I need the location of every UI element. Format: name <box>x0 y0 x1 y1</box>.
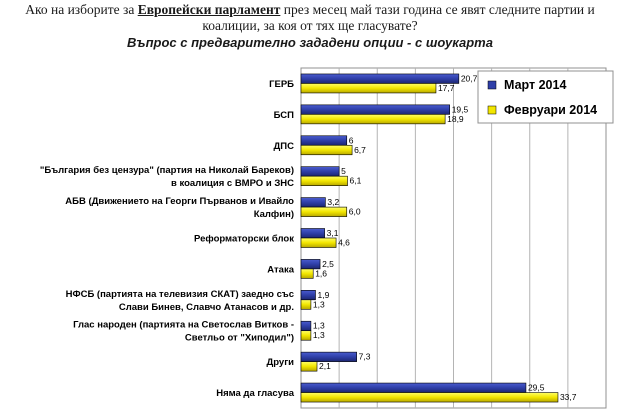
category-label-line: Слави Бинев, Славчо Атанасов и др. <box>118 301 294 313</box>
category-label-line: Няма да гласува <box>216 388 294 400</box>
category-label-line: в коалиция с ВМРО и ЗНС <box>170 178 294 190</box>
legend <box>478 71 613 123</box>
bar-march <box>301 136 347 146</box>
bar-march <box>301 74 459 84</box>
data-label-march: 1,9 <box>317 289 330 300</box>
bar-february <box>301 176 348 186</box>
data-label-february: 6,1 <box>349 175 362 186</box>
data-label-march: 3,1 <box>326 228 339 238</box>
data-label-march: 29,5 <box>527 382 545 393</box>
bar-march <box>301 229 325 239</box>
bar-march <box>301 383 526 393</box>
bar-february <box>301 83 436 93</box>
bar-february <box>301 331 311 341</box>
category-label <box>194 234 294 245</box>
category-label <box>40 165 294 189</box>
category-label <box>269 79 294 90</box>
data-label-february: 17,7 <box>437 82 455 93</box>
category-label-line: ДПС <box>273 140 294 152</box>
category-label-line: Глас народен (партията на Светослав Витков - <box>73 319 294 331</box>
data-label-february: 6,0 <box>348 206 361 217</box>
chart-subtitle: Въпрос с предварително зададени опции - с шоукарта <box>127 35 493 50</box>
data-label-february: 18,9 <box>447 113 464 124</box>
legend-label-february: Февруари 2014 <box>504 103 598 117</box>
bar-february <box>301 269 313 279</box>
category-label <box>274 110 295 121</box>
legend-label-march: Март 2014 <box>504 78 567 92</box>
data-label-march: 19,5 <box>451 104 469 115</box>
data-label-february: 4,6 <box>338 237 350 248</box>
category-label-line: "България без цензура" (партия на Николай Бареков) <box>39 165 294 177</box>
category-label <box>216 388 295 399</box>
data-label-march: 5 <box>341 166 346 177</box>
question-text-part2: през месец май тази година се явят следните партии и коалиции, за коя от тях ще гласувате? <box>202 2 595 33</box>
category-labels <box>40 79 295 399</box>
category-label-line: Светльо от "Хиподил") <box>184 332 294 344</box>
data-label-march: 7,3 <box>358 351 371 362</box>
bar-march <box>301 321 311 331</box>
bar-february <box>301 207 347 217</box>
bar-march <box>301 198 325 208</box>
category-label <box>65 196 294 220</box>
bar-february <box>301 300 311 310</box>
data-label-february: 33,7 <box>559 392 577 403</box>
data-label-february: 1,3 <box>312 299 325 310</box>
question-text-part1: Ако на изборите за <box>25 2 138 17</box>
bar-february <box>301 145 352 155</box>
category-label <box>73 320 294 344</box>
bar-february <box>301 114 445 124</box>
category-label-line: БСП <box>273 109 294 121</box>
category-label-line: Реформаторски блок <box>194 233 294 245</box>
category-label-line: ГЕРБ <box>269 78 294 90</box>
category-label-line: Атака <box>267 264 294 276</box>
category-label-line: АБВ (Движението на Георги Първанов и Ивайло <box>65 196 294 208</box>
data-label-february: 2,1 <box>319 361 331 372</box>
question-highlight: Европейски парламент <box>137 2 281 17</box>
data-label-march: 6 <box>348 135 354 146</box>
category-label-line: НФСБ (партията на телевизия СКАТ) заедно със <box>65 288 294 300</box>
data-label-march: 3,2 <box>327 197 340 208</box>
category-label-line: Други <box>266 357 294 369</box>
category-label <box>66 289 294 313</box>
data-label-february: 1,6 <box>315 268 328 279</box>
data-label-march: 1,3 <box>312 320 325 331</box>
bar-february <box>301 393 558 403</box>
data-label-march: 20,7 <box>460 73 478 84</box>
category-label <box>266 357 294 368</box>
data-label-february: 6,7 <box>354 144 366 155</box>
category-label <box>267 264 294 275</box>
data-label-march: 2,5 <box>322 258 334 269</box>
bar-march <box>301 167 339 177</box>
legend-swatch-march <box>488 81 496 89</box>
legend-swatch-february <box>488 106 496 114</box>
bar-february <box>301 238 336 248</box>
category-label-line: Калфин) <box>253 209 294 221</box>
bar-march <box>301 105 450 115</box>
bar-february <box>301 362 317 372</box>
data-label-february: 1,3 <box>312 330 325 341</box>
category-label <box>274 141 295 152</box>
